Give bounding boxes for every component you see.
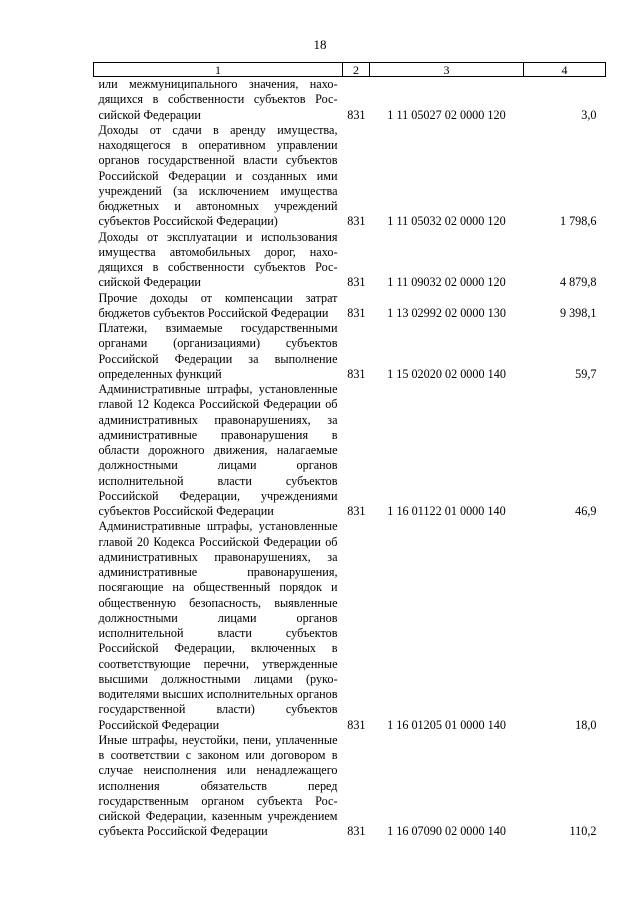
table-body (94, 77, 606, 840)
row-amount: 9 398,1 (559, 305, 597, 320)
row-amount: 18,0 (575, 717, 597, 732)
row-description: или межмуниципального значения, находящихся в собственности субъектов Российской Федерации (98, 77, 338, 122)
row-kbk-code: 1 13 02992 02 0000 130 (387, 305, 506, 320)
header-col-3: 3 (370, 63, 524, 77)
row-description: Административные штрафы, установленные главой 20 Кодекса Российской Федерации об административных правонарушениях, за административные правонарушения, посягающие на общественный порядок и общественную безопасность, выявленные должностными лицами органов исполнительной власти субъектов Российской Федерации, включенных в соответствующие перечни, утвержденные высшими должностными лицами (руководителями высших исполнительных органов государственной власти) субъектов Российской Федерации (98, 519, 338, 732)
table-row (94, 123, 606, 230)
table-row (94, 382, 606, 519)
row-description: Платежи, взимаемые государственными органами (организациями) субъектов Российской Федерации за выполнение определенных функций (98, 321, 338, 381)
table-header (94, 63, 606, 77)
row-admin-code: 831 (347, 305, 366, 320)
row-amount: 3,0 (581, 107, 597, 122)
row-admin-code: 831 (347, 214, 366, 229)
row-kbk-code: 1 11 05027 02 0000 120 (387, 107, 506, 122)
table-row (94, 321, 606, 382)
table-row (94, 519, 606, 733)
row-admin-code: 831 (347, 504, 366, 518)
row-kbk-code: 1 11 05032 02 0000 120 (387, 214, 506, 229)
row-amount: 110,2 (569, 824, 597, 839)
row-kbk-code: 1 11 09032 02 0000 120 (387, 275, 506, 290)
page-number: 18 (313, 37, 327, 52)
row-admin-code: 831 (347, 717, 366, 732)
row-description: Административные штрафы, установленные главой 12 Кодекса Российской Федерации об административных правонарушениях, за административные правонарушения в области дорожного движения, налагаемые должностными лицами органов исполнительной власти субъектов Российской Федерации, учреждениями субъектов Российской Федерации (98, 382, 338, 518)
row-admin-code: 831 (347, 824, 366, 839)
header-col-4: 4 (524, 63, 606, 77)
header-col-1: 1 (94, 63, 343, 77)
row-kbk-code: 1 16 01122 01 0000 140 (387, 504, 506, 518)
row-amount: 1 798,6 (559, 214, 597, 229)
table-row (94, 733, 606, 840)
row-kbk-code: 1 15 02020 02 0000 140 (387, 366, 506, 381)
row-amount: 4 879,8 (559, 275, 597, 290)
header-row (94, 63, 606, 77)
header-col-2: 2 (343, 63, 370, 77)
row-description: Иные штрафы, неустойки, пени, уплаченные в соответствии с законом или договором в случае неисполнения или ненадлежащего исполнения обязательств перед государственным органом субъекта Российской Федерации, казенным учреждением субъекта Российской Федерации (98, 732, 338, 839)
row-admin-code: 831 (347, 107, 366, 122)
table-row (94, 77, 606, 123)
row-amount: 59,7 (575, 366, 597, 381)
row-kbk-code: 1 16 01205 01 0000 140 (387, 717, 506, 732)
revenue-table (93, 62, 606, 840)
row-admin-code: 831 (347, 275, 366, 290)
row-description: Доходы от сдачи в аренду имущества, находящегося в оперативном управлении органов государственной власти субъектов Российской Федерации и созданных ими учреждений (за исключением имущества бюджетных и автономных учреждений субъектов Российской Федерации) (98, 122, 338, 229)
row-kbk-code: 1 16 07090 02 0000 140 (387, 824, 506, 839)
row-amount: 46,9 (575, 504, 597, 518)
row-admin-code: 831 (347, 366, 366, 381)
revenue-table-container (93, 62, 605, 840)
table-row (94, 291, 606, 322)
row-description: Доходы от эксплуатации и использования имущества автомобильных дорог, находящихся в собственности субъектов Российской Федерации (98, 229, 338, 290)
table-row (94, 230, 606, 291)
row-description: Прочие доходы от компенсации затрат бюджетов субъектов Российской Федерации (98, 290, 338, 320)
